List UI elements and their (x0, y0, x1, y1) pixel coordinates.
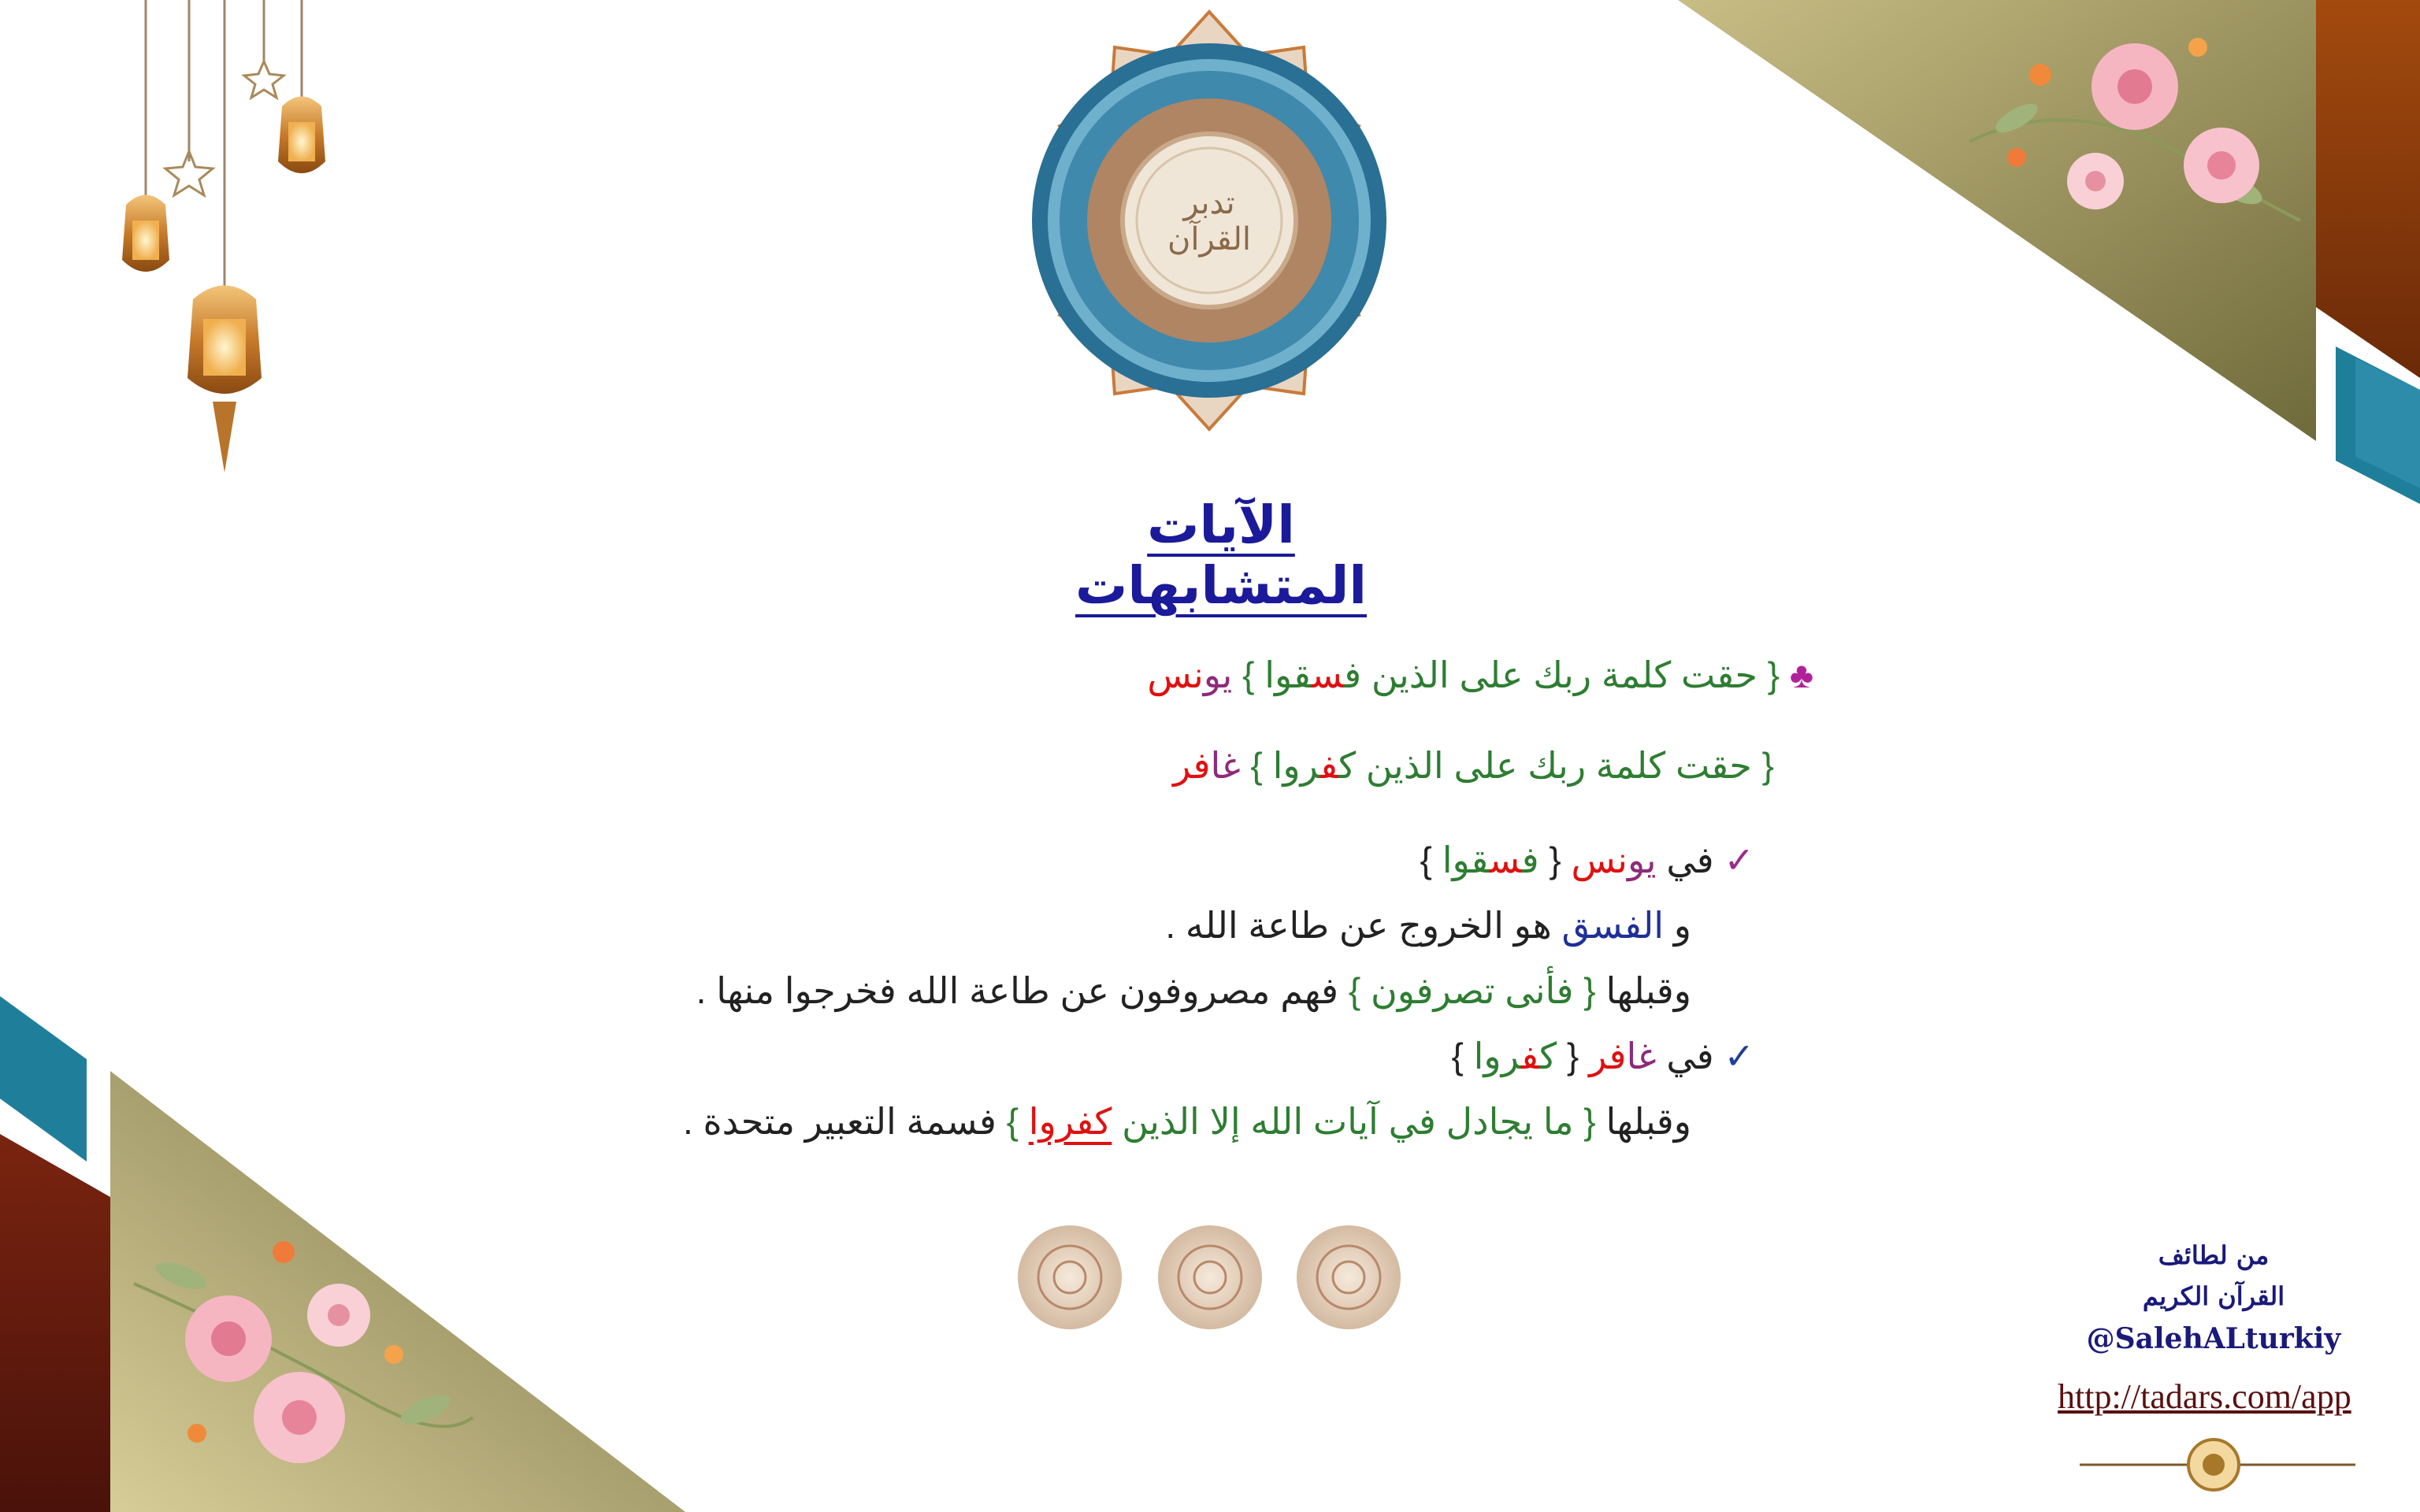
explanation-ghafir-heading: ✓ في غافر { كفروا } (1451, 1036, 1754, 1077)
signature-line2: القرآن الكريم (2142, 1281, 2285, 1311)
page-title: الآيات المتشابهات (1075, 495, 1367, 616)
signature-line1: من لطائف (2158, 1240, 2270, 1270)
signature-divider-ornament (2080, 1440, 2355, 1490)
check-icon: ✓ (1724, 1036, 1754, 1077)
hanging-lanterns (146, 0, 302, 291)
right-brown-strip (2316, 0, 2420, 378)
verse-ghafir: { حقت كلمة ربك على الذين كفروا } غافر (1173, 745, 1774, 786)
top-right-olive-panel (1678, 0, 2316, 441)
bottom-left-olive-panel (110, 1071, 685, 1512)
check-icon: ✓ (1724, 839, 1754, 880)
surah-name: غا (1210, 745, 1241, 786)
explanation-yunus-line2: و الفسق هو الخروج عن طاعة الله . (1165, 905, 1691, 946)
rosette-ornaments (1018, 1225, 1401, 1329)
explanation-ghafir-line2: وقبلها { ما يجادل في آيات الله إلا الذين كفروا } فسمة التعبير متحدة . (682, 1101, 1691, 1142)
left-teal-bar (0, 996, 87, 1162)
explanation-yunus-heading: ✓ في يونس { فسقوا } (1420, 839, 1754, 880)
medallion-calligraphy: تدبر القرآن (1167, 185, 1252, 258)
surah-name: يو (1203, 654, 1233, 695)
tadars-link[interactable]: http://tadars.com/app (2058, 1377, 2351, 1416)
bottom-left-brown-strip (0, 1134, 110, 1512)
twitter-handle: @SalehALturkiy (2086, 1322, 2341, 1355)
verse-yunus: ♣ { حقت كلمة ربك على الذين فسقوا } يونس (1147, 654, 1813, 695)
explanation-yunus-line3: وقبلها { فأنى تصرفون } فهم مصروفون عن طاعة الله فخرجوا منها . (696, 970, 1691, 1011)
club-bullet-icon: ♣ (1789, 654, 1813, 695)
